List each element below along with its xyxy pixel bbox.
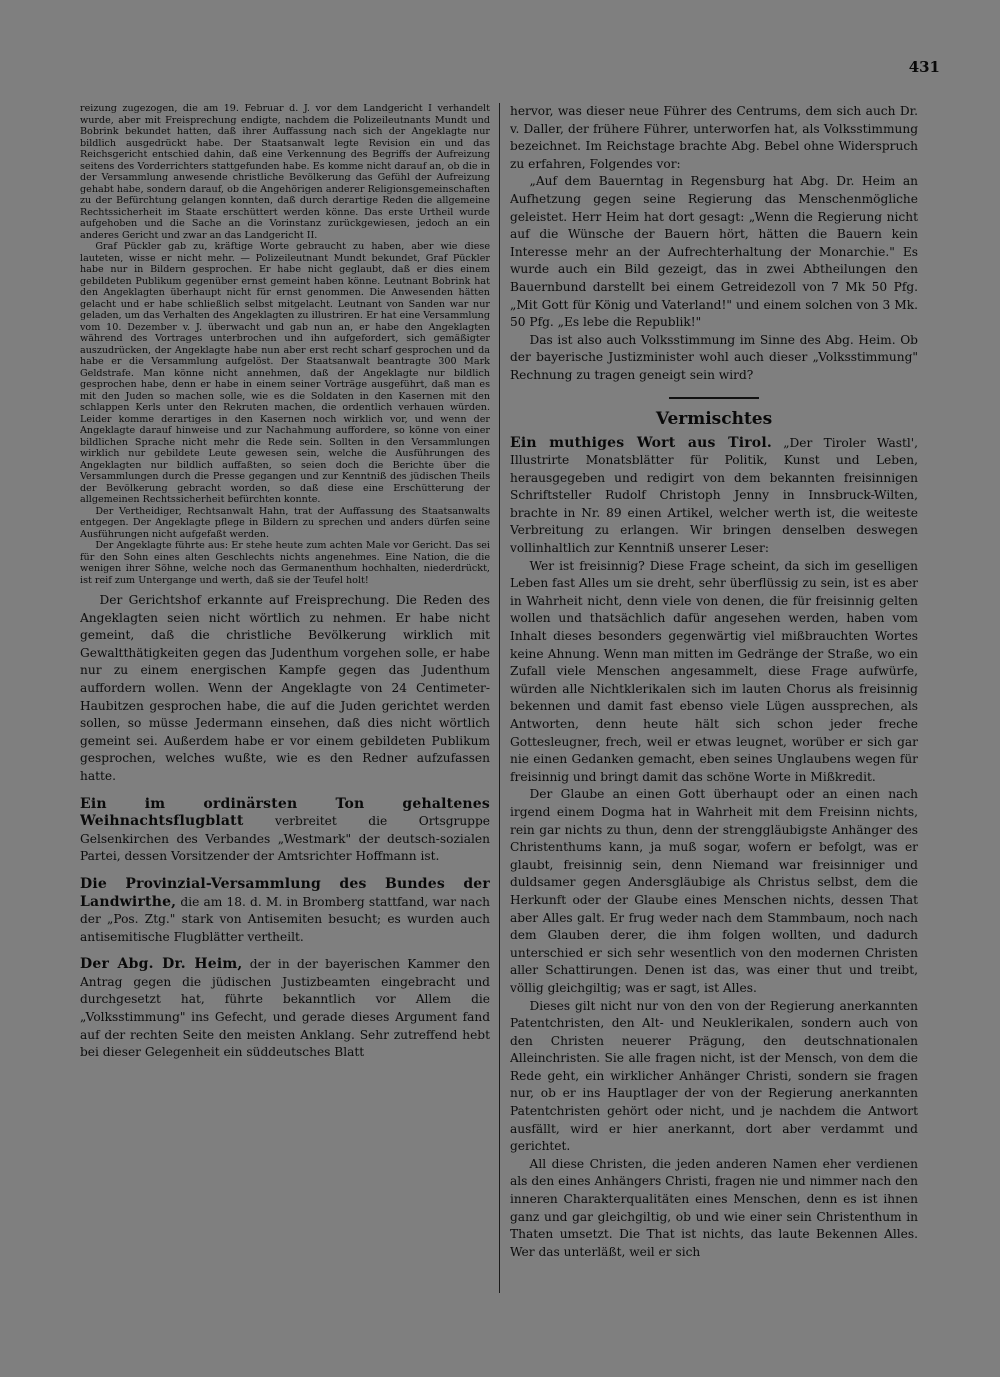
right-paragraph: All diese Christen, die jeden anderen Namen eher verdienen als den eines Anhängers Christi, fragen nie und nimmer nach den inneren Charakterqualitäten eines Menschen, denn es ist ihnen ganz und gar gleichgiltig, ob und wie einer sein Christenthum in Thaten umsetzt. Die That ist nichts, das laute Bekennen Alles. Wer das unterläßt, weil er sich <box>510 1156 918 1259</box>
news-item <box>80 956 490 1062</box>
left-paragraph: Der Gerichtshof erkannte auf Freisprechung. Die Reden des Angeklagten seien nicht wörtlich zu nehmen. Er habe nicht gemeint, daß die christliche Bevölkerung wirklich mit Gewaltthätigkeiten gegen das Judenthum vorgehen solle, er habe nur zu einem energischen Kampfe gegen das Judenthum auffordern wollen. Wenn der Angeklagte von 24 Centimeter-Haubitzen gesprochen habe, die auf die Juden gerichtet werden sollen, so müsse Jedermann einsehen, daß dies nicht wörtlich gemeint sei. Außerdem habe er vor einem gebildeten Publikum gesprochen, welches wußte, wie es den Redner aufzufassen hatte. <box>80 593 490 783</box>
right-paragraph: Wer ist freisinnig? Diese Frage scheint, da sich im geselligen Leben fast Alles um sie dreht, sehr überflüssig zu sein, ist es aber in Wahrheit nicht, denn viele von denen, die für freisinnig gelten wollen und thatsächlich dafür angesehen werden, haben vom Inhalt dieses besonders gegenwärtig viel mißbrauchten Wortes keine Ahnung. Wenn man mitten im Gedränge der Straße, wo ein Zufall viele Menschen angesammelt, diese Frage aufwürfe, würden alle Nichtklerikalen sich im lauten Chorus als freisinnig bekennen und damit fast ebenso viele Lügen aussprechen, als Antworten, denn heute hält sich schon jeder freche Gottesleugner, frech, weil er etwas leugnet, worüber er sich gar nie einen Gedanken gemacht, eben seines Unglaubens wegen für freisinnig und bringt damit das schöne Worte in Mißkredit. <box>510 558 918 784</box>
news-item-text: verbreitet die Ortsgruppe Gelsenkirchen des Verbandes „Westmark" der deutsch-sozialen Partei, dessen Vorsitzender der Amtsrichter Hoffmann ist. <box>80 814 490 864</box>
left-column <box>80 103 490 1343</box>
page-number: 431 <box>908 58 940 76</box>
news-item-head: Ein muthiges Wort aus Tirol. <box>510 434 772 451</box>
news-item-head: Der Abg. Dr. Heim, <box>80 956 243 973</box>
section-divider <box>669 397 759 399</box>
news-item-text: „Der Tiroler Wastl', Illustrirte Monatsblätter für Politik, Kunst und Leben, herausgegeben und redigirt von dem bekannten freisinnigen Schriftsteller Rudolf Christoph Jenny in Innsbruck-Wilten, brachte in Nr. 89 einen Artikel, welcher werth ist, die weiteste Verbreitung zu erlangen. Wir bringen denselben deswegen vollinhaltlich zur Kenntniß unserer Leser: <box>510 435 918 556</box>
news-item <box>80 796 490 866</box>
right-paragraph: Dieses gilt nicht nur von den von der Regierung anerkannten Patentchristen, den Alt- und Neuklerikalen, sondern auch von den Christen neuerer Prägung, den deutschnationalen Alleinchristen. Sie alle fragen nicht, ist der Mensch, von dem die Rede geht, ein wirklicher Anhänger Christi, sondern sie fragen nur, ob er ins Hauptlager der von der Regierung anerkannten Patentchristen gehört oder nicht, und je nachdem die Antwort ausfällt, wird er hier anerkannt, dort aber verdammt und gerichtet. <box>510 998 918 1154</box>
left-paragraph: reizung zugezogen, die am 19. Februar d. J. vor dem Landgericht I verhandelt wurde, aber mit Freisprechung endigte, nachdem die Polizeileutnants Mundt und Bobrink bekundet hatten, daß ihrer Auffassung nach sich der Angeklagte nur bildlich ausgedrückt habe. Der Staatsanwalt legte Revision ein und das Reichsgericht entschied dahin, daß eine Verkennung des Begriffs der Aufreizung seitens des Vorderrichters stattgefunden habe. Es komme nicht darauf an, ob die in der Versammlung anwesende christliche Bevölkerung das Gefühl der Aufreizung gehabt habe, sondern darauf, ob die Angehörigen anderer Religionsgemeinschaften zu der Befürchtung gelangen konnten, daß durch derartige Reden die allgemeine Rechtssicherheit im Staate erschüttert werden könne. Das erste Urtheil wurde aufgehoben und die Sache an die Vorinstanz zurückgewiesen, jedoch an ein anderes Gericht und zwar an das Landgericht II. <box>80 103 490 241</box>
section-title: Vermischtes <box>655 408 773 429</box>
news-item <box>80 876 490 946</box>
right-paragraph: hervor, was dieser neue Führer des Centrums, dem sich auch Dr. v. Daller, der frühere Führer, unterworfen hat, als Volksstimmung bezeichnet. Im Reichstage brachte Abg. Bebel ohne Widerspruch zu erfahren, Folgendes vor: <box>510 104 918 171</box>
right-column <box>510 103 918 1343</box>
news-item-head: Ein im ordinärsten Ton gehaltenes Weihnachtsflugblatt <box>80 795 490 830</box>
left-paragraph: Der Angeklagte führte aus: Er stehe heute zum achten Male vor Gericht. Das sei für den Sohn eines alten Geschlechts nichts angenehmes. Eine Nation, die die wenigen ihrer Söhne, welche noch das Germanenthum hochhalten, niederdrückt, ist reif zum Untergange und werth, daß sie der Teufel holt! <box>80 540 490 586</box>
column-divider <box>499 103 500 1293</box>
news-item-text: die am 18. d. M. in Bromberg stattfand, war nach der „Pos. Ztg." stark von Antisemiten besucht; es wurden auch antisemitische Flugblätter vertheilt. <box>80 894 490 944</box>
news-item-text: der in der bayerischen Kammer den Antrag gegen die jüdischen Justizbeamten eingebracht und durchgesetzt hat, führte bekanntlich vor Allem die „Volksstimmung" ins Gefecht, und gerade dieses Argument fand auf der rechten Seite den meisten Anklang. Sehr zutreffend hebt bei dieser Gelegenheit ein süddeutsches Blatt <box>80 957 490 1060</box>
news-item-head: Die Provinzial-Versammlung des Bundes der Landwirthe, <box>80 875 490 910</box>
news-item <box>510 435 918 558</box>
right-paragraph: Der Glaube an einen Gott überhaupt oder an einen nach irgend einem Dogma hat in Wahrheit mit dem Freisinn nichts, rein gar nichts zu thun, denn der strenggläubigste Anhänger des Christenthums kann, ja muß sogar, wofern er befolgt, was er glaubt, freisinnig sein, denn Niemand war freisinniger und duldsamer gegen Andersgläubige als Christus selbst, dem die Herkunft oder der Glaube eines Menschen nichts, dessen That aber Alles galt. Er frug weder nach dem Stammbaum, noch nach dem Glauben derer, die ihm folgen wollten, und dadurch unterschied er sich sehr wesentlich von den modernen Christen aller Schattirungen. Denen ist das, was einer thut und treibt, völlig gleichgiltig; was er sagt, ist Alles. <box>510 787 918 995</box>
left-paragraph: Der Vertheidiger, Rechtsanwalt Hahn, trat der Auffassung des Staatsanwalts entgegen. Der Angeklagte pflege in Bildern zu sprechen und anders dürfen seine Ausführungen nicht aufgefaßt werden. <box>80 505 490 540</box>
right-paragraph: Das ist also auch Volksstimmung im Sinne des Abg. Heim. Ob der bayerische Justizminister wohl auch dieser „Volksstimmung" Rechnung zu tragen geneigt sein wird? <box>510 332 918 382</box>
left-paragraph: Graf Pückler gab zu, kräftige Worte gebraucht zu haben, aber wie diese lauteten, wisse er nicht mehr. — Polizeileutnant Mundt bekundet, Graf Pückler habe nur in Bildern gesprochen. Er habe nicht geglaubt, daß er dies einem gebildeten Publikum gegenüber ernst gemeint haben könne. Leutnant Bobrink hat den Angeklagten überhaupt nicht für ernst genommen. Die Anwesenden hätten gelacht und er habe schließlich selbst mitgelacht. Leutnant von Sanden war nur geladen, um das Verhalten des Angeklagten zu illustriren. Er hat eine Versammlung vom 10. Dezember v. J. überwacht und gab nun an, er habe den Angeklagten während des Vortrages unterbrochen und ihn aufgefordert, sich gemäßigter auszudrücken, der Angeklagte habe nun aber erst recht scharf gesprochen und da habe er die Versammlung aufgelöst. Der Staatsanwalt beantragte 300 Mark Geldstrafe. Man könne nicht annehmen, daß der Angeklagte nur bildlich gesprochen habe, denn er habe in einem seiner Vorträge ausgeführt, daß man es mit den Juden so machen solle, wie es die Soldaten in den Kasernen mit den schlappen Kerls unter den Rekruten machen, die ordentlich verhauen würden. Leider komme derartiges in den Kasernen noch wirklich vor, und wenn der Angeklagte darauf hinweise und zur Nachahmung auffordere, so könne von einer bildlichen Sprache nicht mehr die Rede sein. Sollten in den Versammlungen wirklich nur gebildete Leute gewesen sein, welche die Ausführungen des Angeklagten nur bildlich auffaßten, so seien doch die Berichte über die Versammlungen durch die Presse gegangen und zur Kenntniß des jüdischen Theils der Bevölkerung gebracht worden, so daß diese eine Erschütterung der allgemeinen Rechtssicherheit befürchten konnte. <box>80 241 490 505</box>
right-paragraph: „Auf dem Bauerntag in Regensburg hat Abg. Dr. Heim an Aufhetzung gegen seine Regierung das Menschenmögliche geleistet. Herr Heim hat dort gesagt: „Wenn die Regierung nicht auf die Wünsche der Bauern hört, hätten die Bauern kein Interesse mehr an der Aufrechterhaltung der Monarchie." Es wurde auch ein Bild gezeigt, das in zwei Abtheilungen den Bauernbund darstellt bei einem Getreidezoll von 7 Mk 50 Pfg. „Mit Gott für König und Vaterland!" und einem solchen von 3 Mk. 50 Pfg. „Es lebe die Republik!" <box>510 174 918 330</box>
